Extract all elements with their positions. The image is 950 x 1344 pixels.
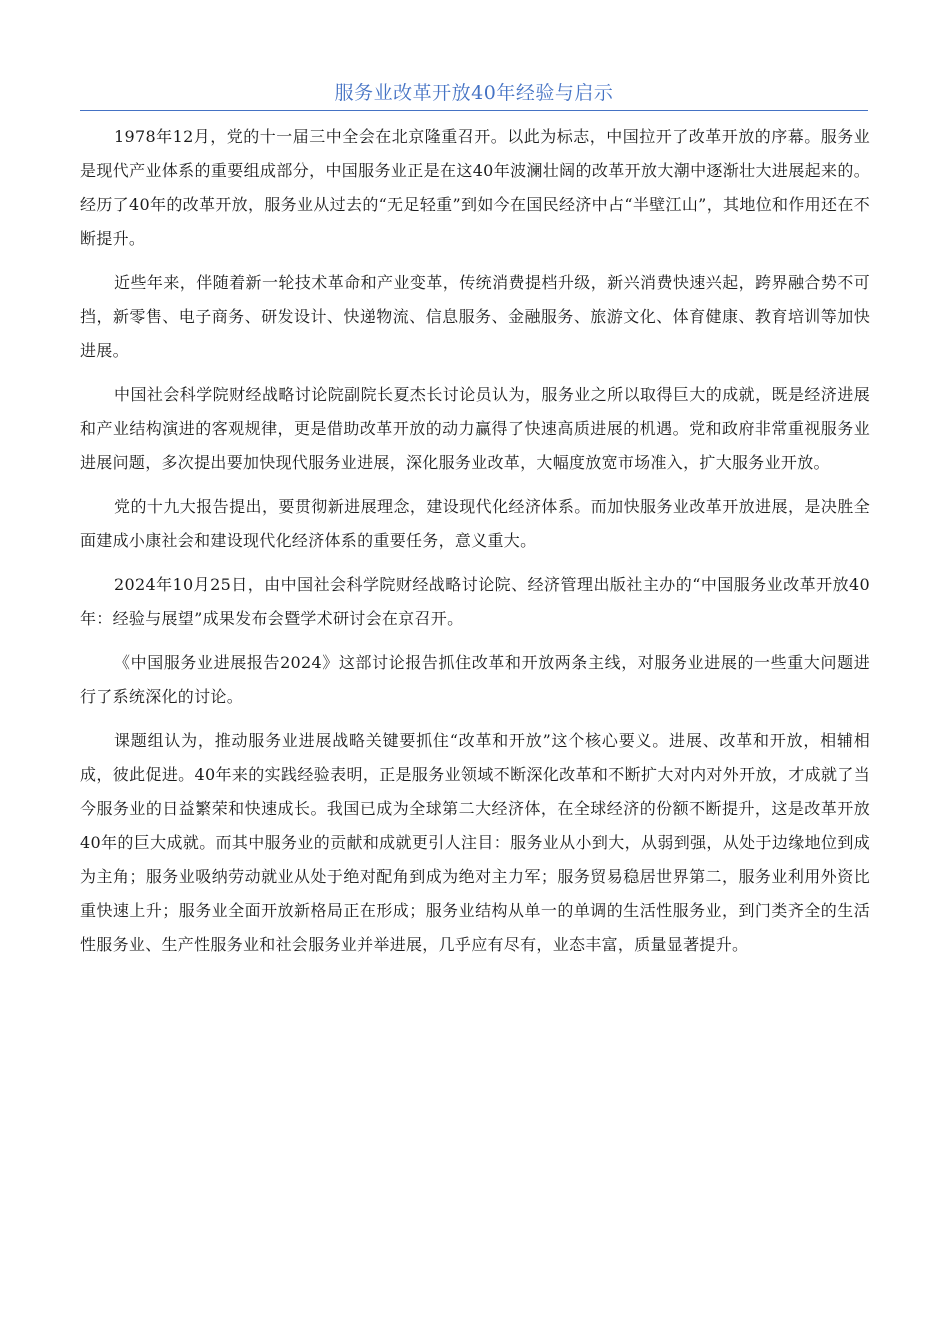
document-header: [80, 78, 868, 111]
paragraph: 《中国服务业进展报告2024》这部讨论报告抓住改革和开放两条主线，对服务业进展的一些重大问题进行了系统深化的讨论。: [80, 653, 870, 706]
paragraph: 近些年来，伴随着新一轮技术革命和产业变革，传统消费提档升级，新兴消费快速兴起，跨界融合势不可挡，新零售、电子商务、研发设计、快递物流、信息服务、金融服务、旅游文化、体育健康、教育培训等加快进展。: [80, 273, 870, 360]
paragraph: 党的十九大报告提出，要贯彻新进展理念，建设现代化经济体系。而加快服务业改革开放进展，是决胜全面建成小康社会和建设现代化经济体系的重要任务，意义重大。: [80, 497, 870, 550]
document-title: 服务业改革开放40年经验与启示: [334, 82, 614, 104]
document-body: [80, 120, 870, 972]
paragraph: 2024年10月25日，由中国社会科学院财经战略讨论院、经济管理出版社主办的“中国服务业改革开放40年：经验与展望”成果发布会暨学术研讨会在京召开。: [80, 575, 870, 628]
paragraph: 1978年12月，党的十一届三中全会在北京隆重召开。以此为标志，中国拉开了改革开放的序幕。服务业是现代产业体系的重要组成部分，中国服务业正是在这40年波澜壮阔的改革开放大潮中逐渐壮大进展起来的。经历了40年的改革开放，服务业从过去的“无足轻重”到如今在国民经济中占“半壁江山”，其地位和作用还在不断提升。: [80, 127, 870, 248]
paragraph: 中国社会科学院财经战略讨论院副院长夏杰长讨论员认为，服务业之所以取得巨大的成就，既是经济进展和产业结构演进的客观规律，更是借助改革开放的动力赢得了快速高质进展的机遇。党和政府非常重视服务业进展问题，多次提出要加快现代服务业进展，深化服务业改革，大幅度放宽市场准入，扩大服务业开放。: [80, 385, 870, 472]
paragraph: 课题组认为，推动服务业进展战略关键要抓住“改革和开放”这个核心要义。进展、改革和开放，相辅相成，彼此促进。40年来的实践经验表明，正是服务业领域不断深化改革和不断扩大对内对外开放，才成就了当今服务业的日益繁荣和快速成长。我国已成为全球第二大经济体，在全球经济的份额不断提升，这是改革开放40年的巨大成就。而其中服务业的贡献和成就更引人注目：服务业从小到大，从弱到强，从处于边缘地位到成为主角；服务业吸纳劳动就业从处于绝对配角到成为绝对主力军；服务贸易稳居世界第二，服务业利用外资比重快速上升；服务业全面开放新格局正在形成；服务业结构从单一的单调的生活性服务业，到门类齐全的生活性服务业、生产性服务业和社会服务业并举进展，几乎应有尽有，业态丰富，质量显著提升。: [80, 731, 870, 954]
